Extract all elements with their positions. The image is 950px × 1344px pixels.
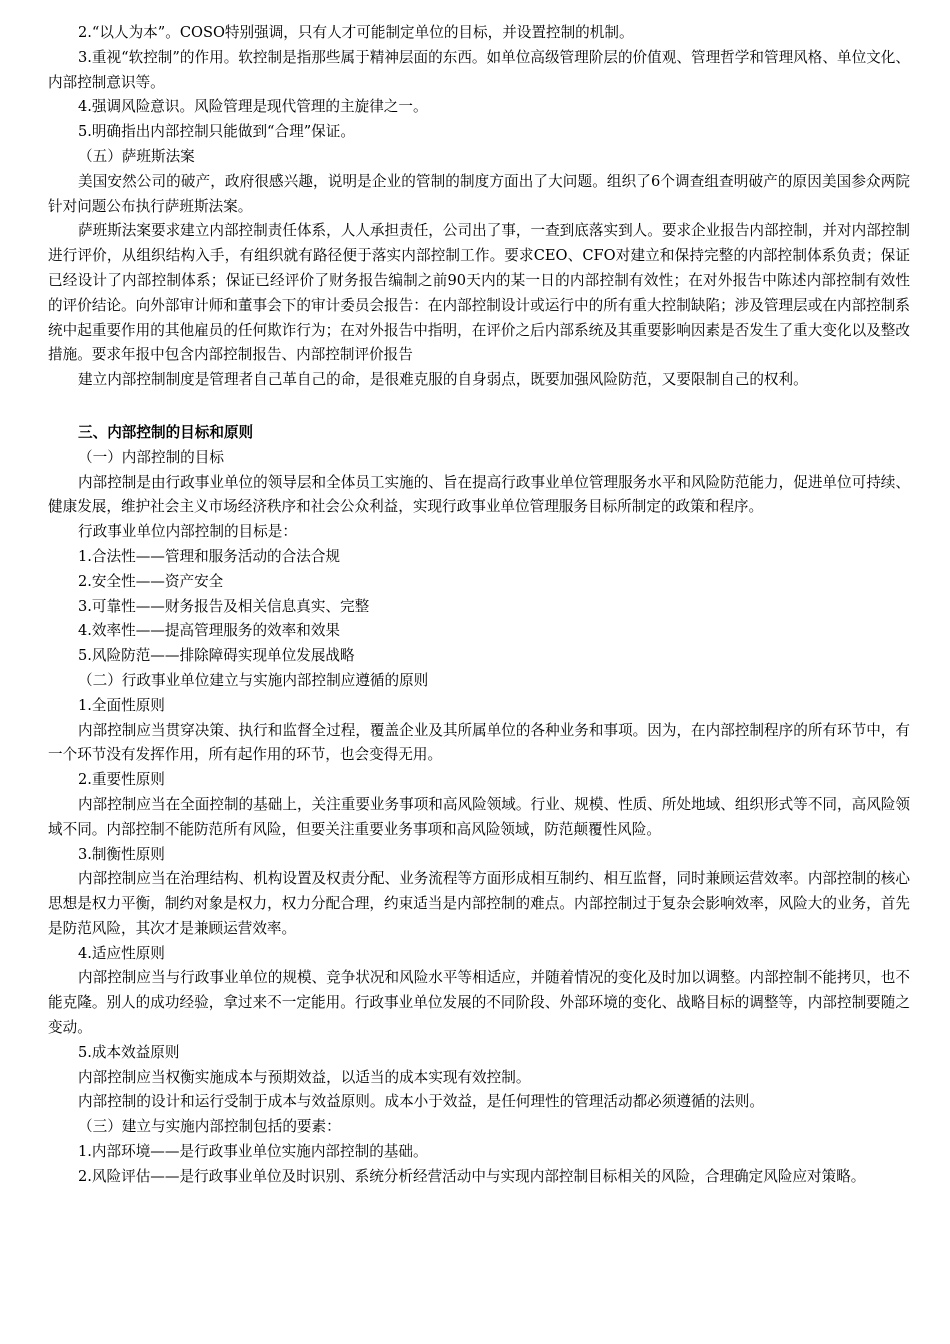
principle-heading: 1.全面性原则 (78, 696, 165, 714)
list-item: 1.内部环境——是行政事业单位实施内部控制的基础。 (78, 1143, 428, 1161)
document-page (48, 21, 910, 1190)
principle-heading: 5.成本效益原则 (78, 1043, 180, 1061)
subsection-heading: （三）建立与实施内部控制包括的要素： (78, 1118, 341, 1136)
paragraph: 2.“以人为本”。COSO特别强调，只有人才可能制定单位的目标，并设置控制的机制。 (78, 24, 634, 41)
subsection-heading: （一）内部控制的目标 (78, 448, 224, 466)
paragraph: 内部控制是由行政事业单位的领导层和全体员工实施的、旨在提高行政事业单位管理服务水平和风险防范能力，促进单位可持续、健康发展，维护社会主义市场经济秩序和社会公众利益，实现行政事业单位管理服务目标所制定的政策和程序。 (48, 473, 910, 516)
principle-heading: 3.制衡性原则 (78, 845, 165, 863)
subsection-heading: （五）萨班斯法案 (78, 147, 195, 165)
paragraph: 行政事业单位内部控制的目标是： (78, 523, 297, 541)
paragraph: 4.强调风险意识。风险管理是现代管理的主旋律之一。 (78, 98, 428, 116)
list-item: 5.风险防范——排除障碍实现单位发展战略 (78, 647, 355, 665)
list-item: 1.合法性——管理和服务活动的合法合规 (78, 547, 341, 565)
paragraph: 3.重视“软控制”的作用。软控制是指那些属于精神层面的东西。如单位高级管理阶层的价值观、管理哲学和管理风格、单位文化、内部控制意识等。 (48, 48, 910, 91)
section-title: 三、内部控制的目标和原则 (78, 423, 254, 441)
paragraph: 内部控制应当与行政事业单位的规模、竞争状况和风险水平等相适应，并随着情况的变化及时加以调整。内部控制不能拷贝，也不能克隆。别人的成功经验，拿过来不一定能用。行政事业单位发展的不同阶段、外部环境的变化、战略目标的调整等，内部控制要随之变动。 (48, 969, 910, 1037)
paragraph: 萨班斯法案要求建立内部控制责任体系，人人承担责任，公司出了事，一查到底落实到人。要求企业报告内部控制，并对内部控制进行评价，从组织结构入手，有组织就有路径便于落实内部控制工作。要求CEO、CFO对建立和保持完整的内部控制体系负责；保证已经设计了内部控制体系；保证已经评价了财务报告编制之前90天内的某一日的内部控制有效性；在对外报告中陈述内部控制有效性的评价结论。向外部审计师和董事会下的审计委员会报告：在内部控制设计或运行中的所有重大控制缺陷；涉及管理层或在内部控制系统中起重要作用的其他雇员的任何欺诈行为；在对外报告中指明，在评价之后内部系统及其重要影响因素是否发生了重大变化以及整改措施。要求年报中包含内部控制报告、内部控制评价报告 (48, 222, 910, 364)
list-item: 2.安全性——资产安全 (78, 572, 224, 590)
paragraph: 内部控制应当在全面控制的基础上，关注重要业务事项和高风险领域。行业、规模、性质、所处地域、组织形式等不同，高风险领域不同。内部控制不能防范所有风险，但要关注重要业务事项和高风险领域，防范颠覆性风险。 (48, 795, 910, 838)
paragraph: 美国安然公司的破产，政府很感兴趣，说明是企业的管制的制度方面出了大问题。组织了6个调查组查明破产的原因美国参众两院针对问题公布执行萨班斯法案。 (48, 172, 910, 215)
list-item: 4.效率性——提高管理服务的效率和效果 (78, 622, 341, 640)
principle-heading: 4.适应性原则 (78, 944, 165, 962)
paragraph: 建立内部控制制度是管理者自己革自己的命，是很难克服的自身弱点，既要加强风险防范，又要限制自己的权利。 (78, 371, 808, 389)
paragraph: 内部控制应当贯穿决策、执行和监督全过程，覆盖企业及其所属单位的各种业务和事项。因为，在内部控制程序的所有环节中，有一个环节没有发挥作用，所有起作用的环节，也会变得无用。 (48, 721, 910, 764)
list-item: 2.风险评估——是行政事业单位及时识别、系统分析经营活动中与实现内部控制目标相关的风险，合理确定风险应对策略。 (78, 1167, 866, 1185)
subsection-heading: （二）行政事业单位建立与实施内部控制应遵循的原则 (78, 671, 429, 689)
paragraph: 内部控制的设计和运行受制于成本与效益原则。成本小于效益，是任何理性的管理活动都必须遵循的法则。 (78, 1093, 764, 1111)
paragraph: 内部控制应当在治理结构、机构设置及权责分配、业务流程等方面形成相互制约、相互监督，同时兼顾运营效率。内部控制的核心思想是权力平衡，制约对象是权力，权力分配合理，约束适当是内部控制的难点。内部控制过于复杂会影响效率，风险大的业务，首先是防范风险，其次才是兼顾运营效率。 (48, 870, 910, 937)
list-item: 3.可靠性——财务报告及相关信息真实、完整 (78, 597, 370, 615)
principle-heading: 2.重要性原则 (78, 771, 165, 789)
paragraph: 5.明确指出内部控制只能做到“合理”保证。 (78, 123, 355, 141)
paragraph: 内部控制应当权衡实施成本与预期效益，以适当的成本实现有效控制。 (78, 1068, 531, 1086)
